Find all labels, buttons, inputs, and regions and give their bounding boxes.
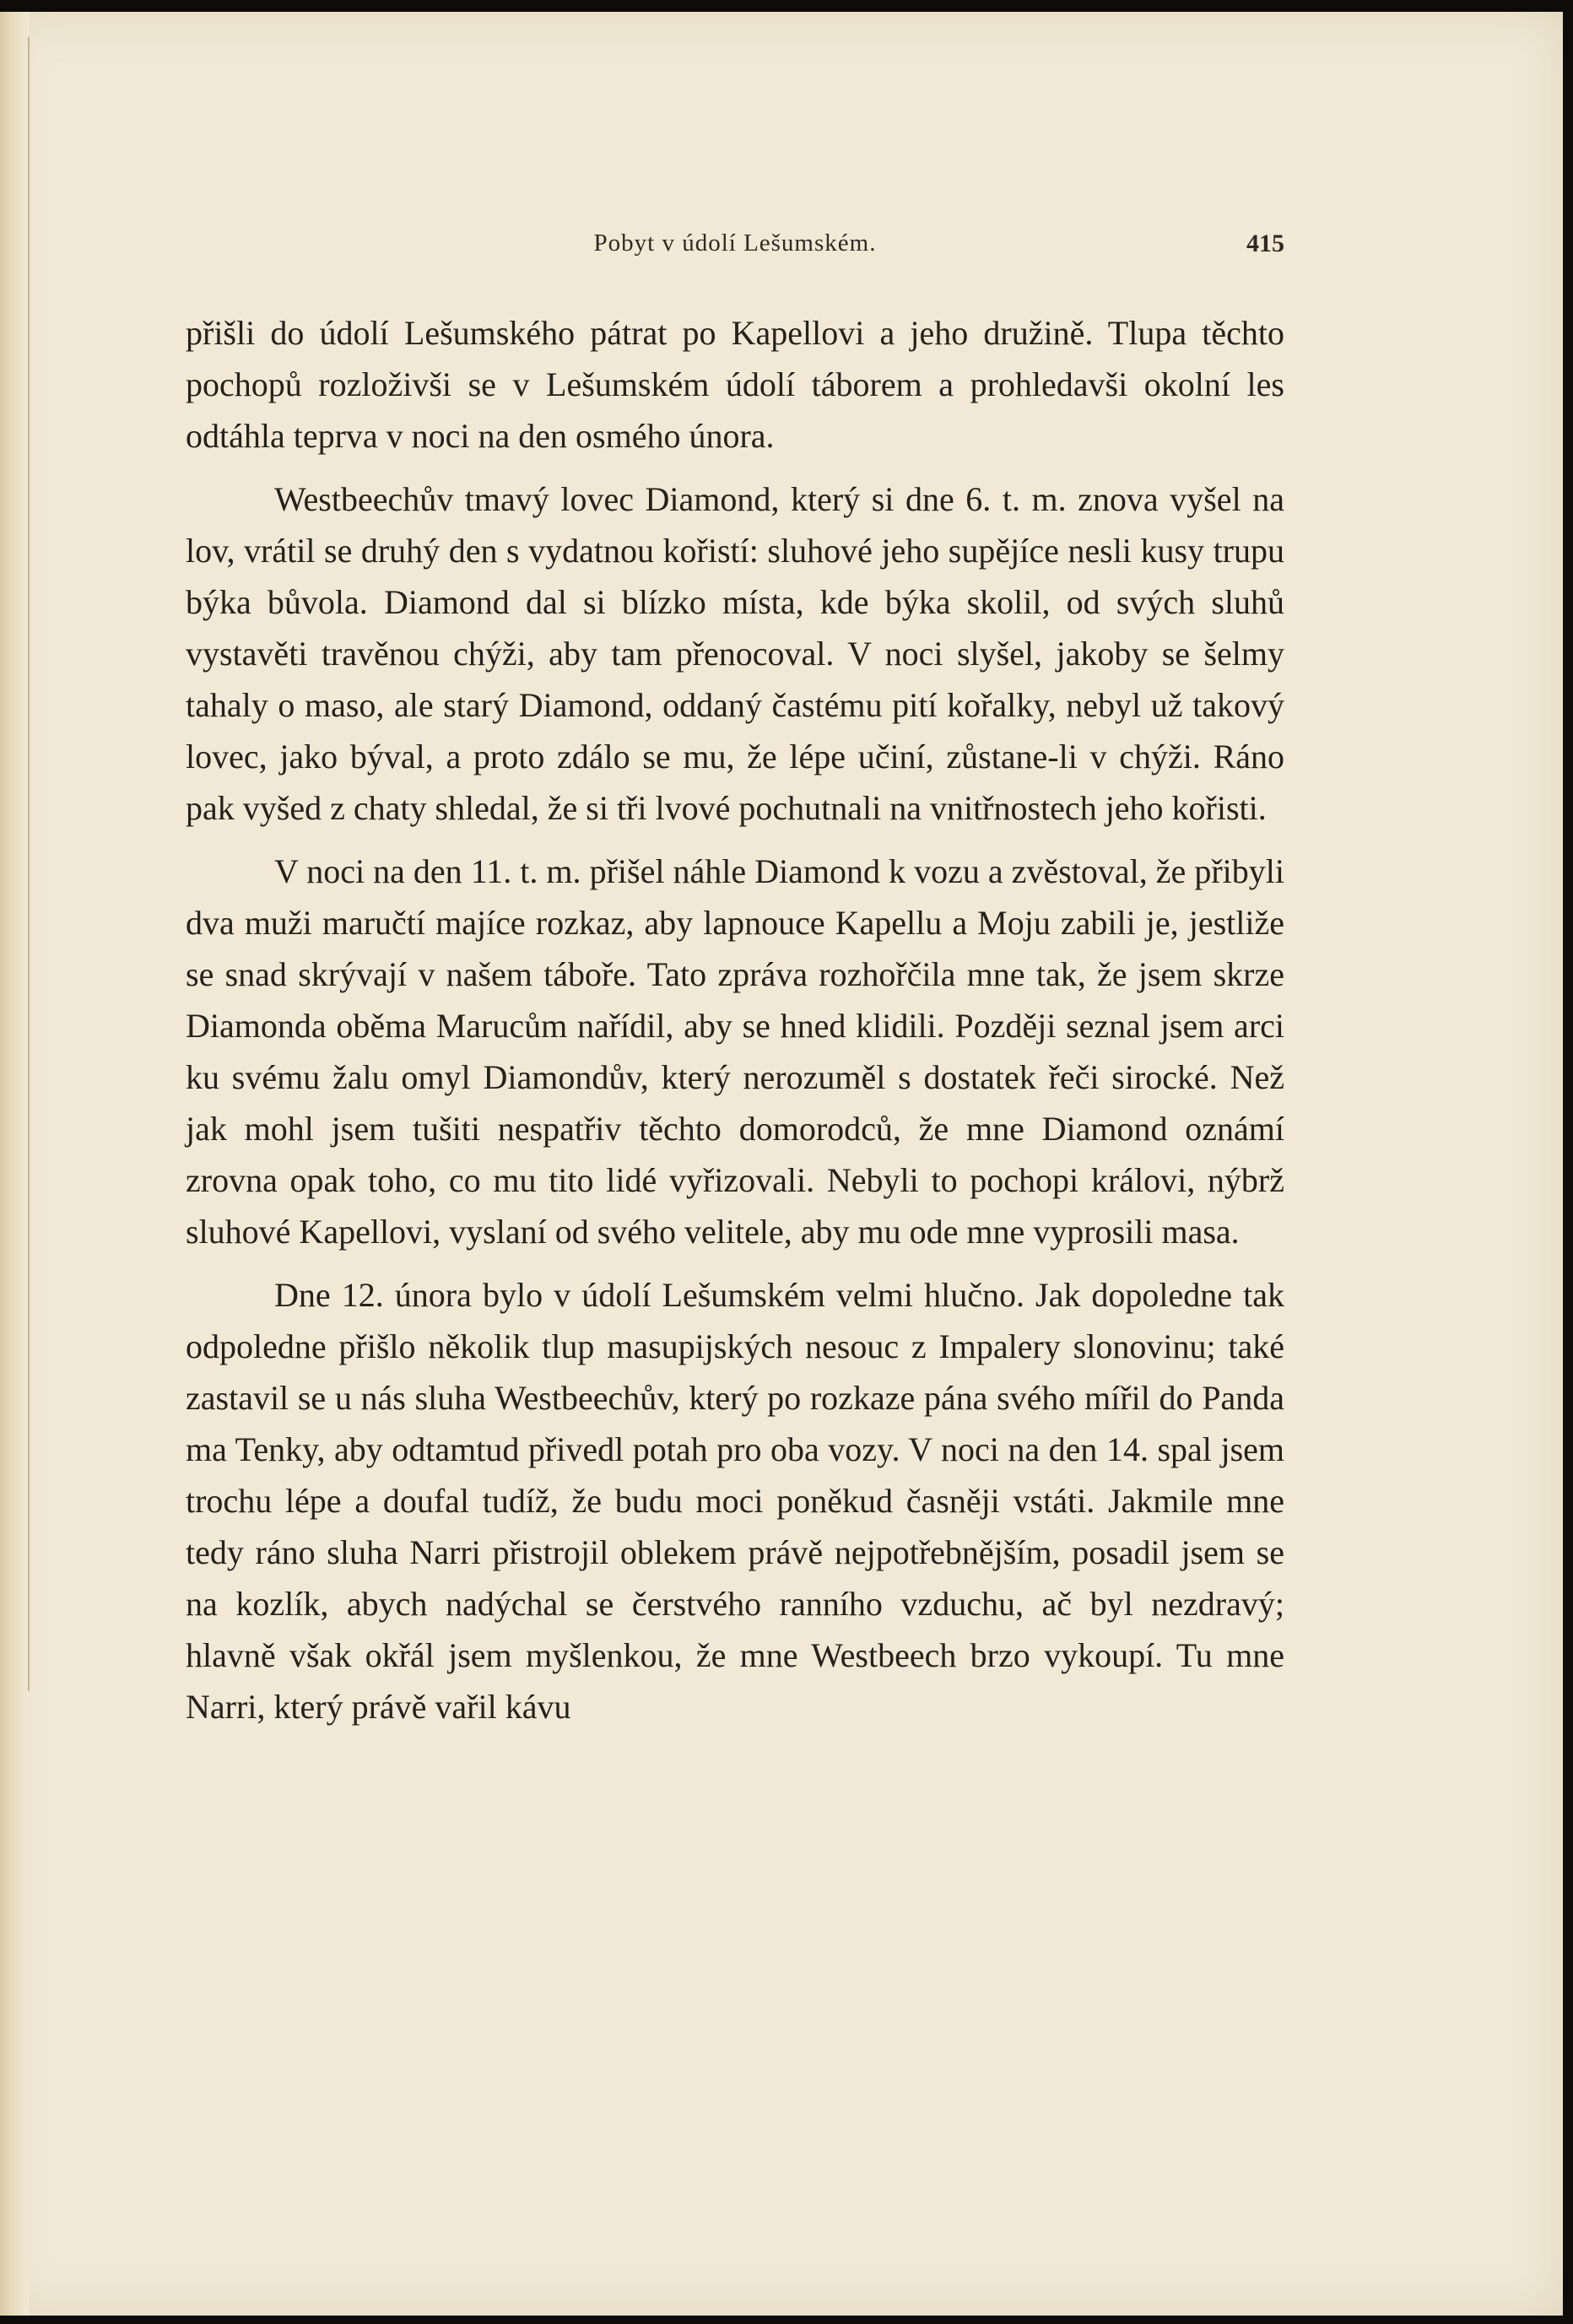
paragraph: přišli do údolí Lešumského pátrat po Kapellovi a jeho družině. Tlupa těchto pochopů rozloživši se v Lešumském údolí táborem a prohledavši okolní les odtáhla teprva v noci na den osmého února.: [186, 314, 1284, 455]
paragraph: Dne 12. února bylo v údolí Lešumském velmi hlučno. Jak dopoledne tak odpoledne přišlo několik tlup masupijských nesouc z Impalery slonovinu; také zastavil se u nás sluha Westbeechův, který po rozkaze pána svého mířil do Panda ma Tenky, aby odtamtud přivedl potah pro oba vozy. V noci na den 14. spal jsem trochu lépe a doufal tudíž, že budu moci poněkud časněji vstáti. Jakmile mne tedy ráno sluha Narri přistrojil oblekem právě nejpotřebnějším, posadil jsem se na kozlík, abych nadýchal se čerstvého ranního vzduchu, ač byl nezdravý; hlavně však okřál jsem myšlenkou, že mne Westbeech brzo vykoupí. Tu mne Narri, který právě vařil kávu: [186, 1276, 1284, 1726]
body-text: [186, 307, 1284, 1732]
page-gutter: [0, 12, 29, 2316]
page-number: 415: [1246, 230, 1284, 257]
gutter-line: [28, 37, 30, 1691]
paragraph: Westbeechův tmavý lovec Diamond, který si dne 6. t. m. znova vyšel na lov, vrátil se druhý den s vydatnou kořistí: sluhové jeho supějíce nesli kusy trupu býka bůvola. Diamond dal si blízko místa, kde býka skolil, od svých sluhů vystavěti travěnou chýži, aby tam přenocoval. V noci slyšel, jakoby se šelmy tahaly o maso, ale starý Diamond, oddaný častému pití kořalky, nebyl už takový lovec, jako býval, a proto zdálo se mu, že lépe učiní, zůstane-li v chýži. Ráno pak vyšed z chaty shledal, že si tři lvové pochutnali na vnitřnostech jeho kořisti.: [186, 480, 1284, 827]
running-head: [186, 230, 1284, 263]
running-head-title: Pobyt v údolí Lešumském.: [593, 230, 877, 257]
book-page: [0, 12, 1563, 2316]
paragraph: V noci na den 11. t. m. přišel náhle Diamond k vozu a zvěstoval, že přibyli dva muži maručtí majíce rozkaz, aby lapnouce Kapellu a Moju zabili je, jestliže se snad skrývají v našem táboře. Tato zpráva rozhořčila mne tak, že jsem skrze Diamonda oběma Marucům nařídil, aby se hned klidili. Později seznal jsem arci ku svému žalu omyl Diamondův, který nerozuměl s dostatek řeči sirocké. Než jak mohl jsem tušiti nespatřiv těchto domorodců, že mne Diamond oznámí zrovna opak toho, co mu tito lidé vyřizovali. Nebyli to pochopi královi, nýbrž sluhové Kapellovi, vyslaní od svého velitele, aby mu ode mne vyprosili masa.: [186, 852, 1284, 1251]
